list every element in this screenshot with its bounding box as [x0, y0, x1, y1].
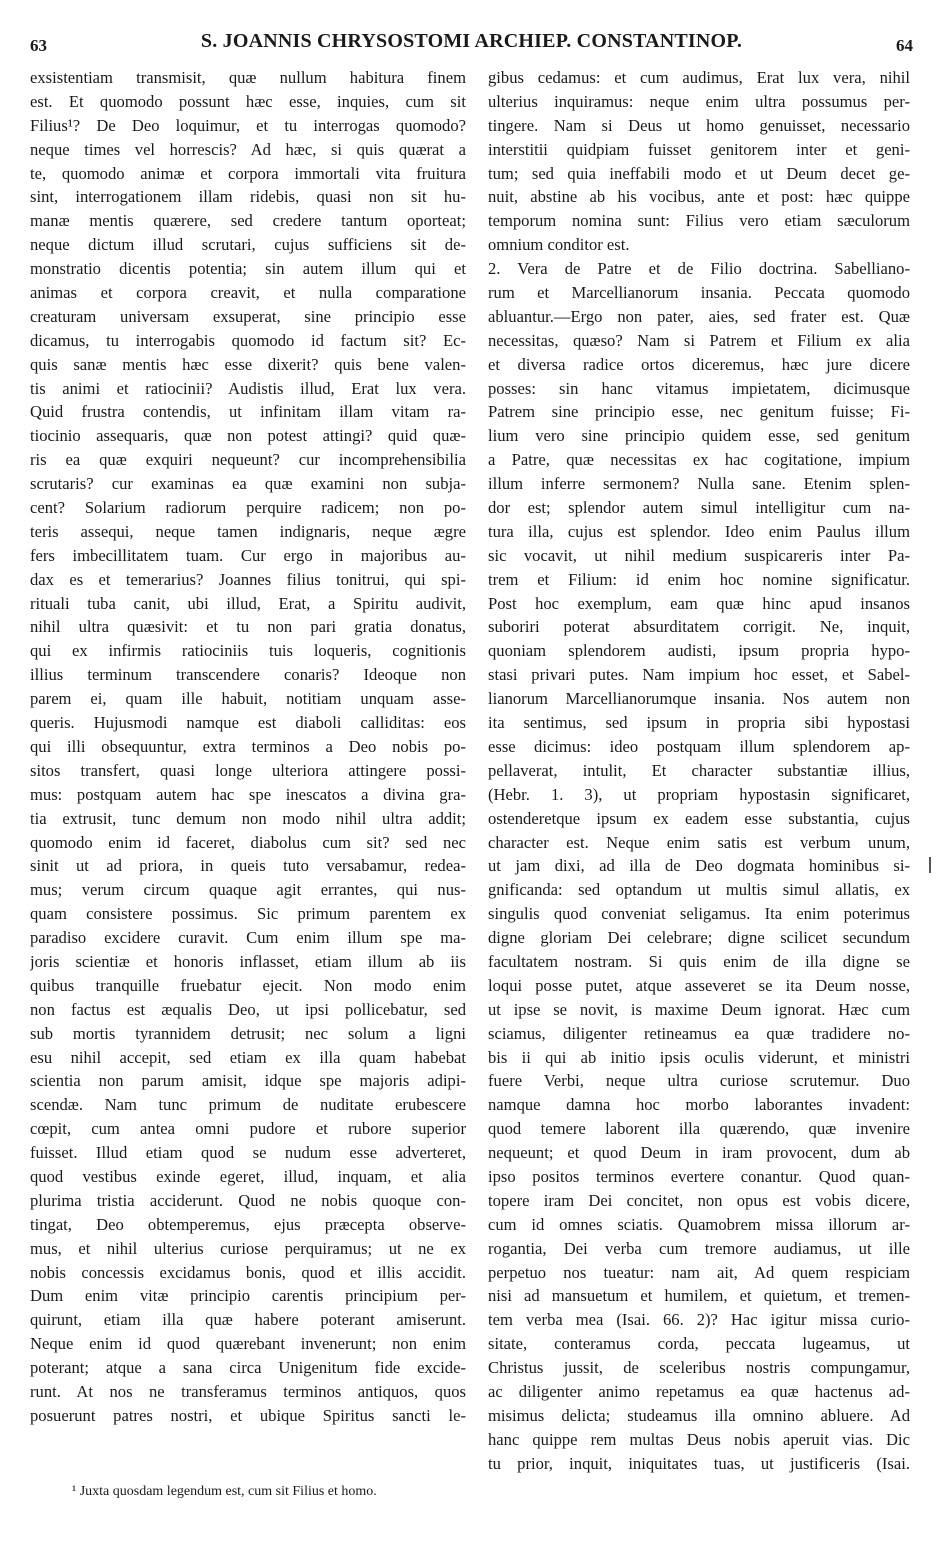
text-line: tu prior, inquit, iniquitates tuas, ut justificeris (Isai.: [488, 1453, 910, 1473]
text-line: cum id omnes sciatis. Quamobrem missa illorum ar-: [488, 1214, 910, 1234]
text-line: exsistentiam transmisit, quæ nullum habitura finem: [30, 68, 466, 87]
text-line: a Patre, quæ necessitas ex hac cogitatione, impium: [488, 450, 910, 470]
text-line: quoniam splendorem audisti, ipsum propria hypo-: [488, 641, 910, 661]
text-line: fuisset. Illud etiam quod se nudum esse adverteret,: [30, 1143, 466, 1163]
text-line: ulterius inquiramus: neque enim ultra possumus per-: [488, 91, 910, 111]
text-line: dicamus, tu interrogabis quomodo id factum sit? Ec-: [30, 330, 466, 350]
text-line: tis animi et ratiocinii? Audistis illud, Erat lux vera.: [30, 378, 466, 398]
text-line: dor est; splendor autem simul intelligitur cum na-: [488, 498, 910, 518]
text-line: animas et corpora creavit, et nulla comparatione: [30, 283, 466, 303]
text-line: sitos transfert, quasi longe ulteriora attingere possi-: [30, 760, 466, 780]
text-line: rituali tuba canit, ubi illud, Erat, a Spiritu audivit,: [30, 593, 466, 613]
text-line: misimus delicta; studeamus illa omnino abluere. Ad: [488, 1405, 910, 1425]
text-line: Quid frustra contendis, ut infinitam illam vitam ra-: [30, 402, 466, 422]
text-line: Dum enim vitæ principio carentis principium per-: [30, 1286, 466, 1306]
text-line: sinit ut ad priora, in queis tuto versabamur, redea-: [30, 856, 466, 876]
text-line: tingere. Nam si Deus ut homo genuisset, necessario: [488, 115, 910, 135]
text-line: ostenderetque ipsum ex eadem esse substantia, cujus: [488, 808, 910, 828]
left-text-column: [30, 66, 466, 1428]
text-line: trem et Filium: id enim hoc nomine significatur.: [488, 569, 910, 589]
text-line: sciamus, diligenter retineamus ea quæ tradidere no-: [488, 1023, 910, 1043]
text-line: manæ mentis quærere, sed credere tantum oporteat;: [30, 211, 466, 231]
text-line: dax es et temerarius? Joannes filius tonitrui, qui spi-: [30, 569, 466, 589]
text-line: (Hebr. 1. 3), ut propriam hypostasin significaret,: [488, 784, 910, 804]
text-line: namque damna hoc morbo laborantes invadent:: [488, 1095, 910, 1115]
text-line: tingat, Deo obtemperemus, ejus præcepta observe-: [30, 1214, 466, 1234]
text-line: quirunt, etiam illa quæ habere poterant amiserunt.: [30, 1310, 466, 1330]
text-line: sint, interrogationem illam ridebis, quasi non sit hu-: [30, 187, 466, 207]
page-number-right: 64: [896, 36, 913, 55]
text-line: monstratio dicentis potentia; sin autem illum qui et: [30, 259, 466, 279]
text-line: teris assequi, neque tamen indignaris, neque ægre: [30, 521, 466, 541]
text-line: runt. At nos ne transferamus terminos antiquos, quos: [30, 1381, 466, 1401]
text-line: rum et Marcellianorum insania. Peccata quomodo: [488, 283, 910, 303]
text-line: poterant; atque a sana circa Unigenitum fide excide-: [30, 1358, 466, 1378]
text-line: posses: sin hanc vitamus impietatem, dicimusque: [488, 378, 910, 398]
text-line: rogantia, Dei verba cum tremore audiamus, ut ille: [488, 1238, 910, 1258]
text-line: Filius¹? De Deo loquimur, et tu interrogas quomodo?: [30, 115, 466, 135]
text-line: creaturam universam exsuperat, sine principio esse: [30, 306, 466, 326]
text-line: scientia non parum amisit, idque spe majoris adipi-: [30, 1071, 466, 1091]
text-line: lianorum Marcellianorumque insania. Nos autem non: [488, 689, 910, 709]
text-line: tem verba mea (Isai. 66. 2)? Hac igitur missa curio-: [488, 1310, 910, 1330]
text-line: illius terminum transcendere conaris? Ideoque non: [30, 665, 466, 685]
text-line: fers imbecillitatem tuam. Cur ergo in majoribus au-: [30, 545, 466, 565]
text-line: topere iram Dei concitet, non opus est vobis dicere,: [488, 1190, 910, 1210]
text-line: necessitas, quæso? Nam si Patrem et Filium ex alia: [488, 330, 910, 350]
running-title: S. JOANNIS CHRYSOSTOMI ARCHIEP. CONSTANTINOP.: [200, 30, 743, 52]
text-line: paradiso excidere curavit. Cum enim illum spe ma-: [30, 928, 466, 948]
text-line: parem ei, quam ille habuit, notitiam unquam asse-: [30, 689, 466, 709]
text-line: scrutaris? cur examinas ea quæ examini non subja-: [30, 474, 466, 494]
text-line: sub mortis tyrannidem detrusit; nec solum a ligni: [30, 1023, 466, 1043]
text-line: omnium conditor est.: [488, 235, 630, 255]
text-line: loqui posse putet, atque asseveret se ita Deum nosse,: [488, 975, 910, 995]
text-line: ut jam dixi, ad illa de Deo dogmata hominibus si-: [488, 856, 910, 876]
footnote: ¹ Juxta quosdam legendum est, cum sit Filius et homo.: [72, 1484, 377, 1499]
text-line: Post hoc exemplum, eam quæ hinc apud insanos: [488, 593, 910, 613]
text-line: cœpit, cum antea omni pudore et rubore superior: [30, 1119, 466, 1139]
running-header: [30, 30, 913, 60]
text-line: bis ii qui ab initio ipsis oculis viderunt, et ministri: [488, 1047, 910, 1067]
text-line: esse dicimus: ideo postquam illum splendorem ap-: [488, 736, 910, 756]
text-line: stasi privari putes. Nam impium hoc esset, et Sabel-: [488, 665, 910, 685]
text-line: nihil ultra quæsivit: et tu non pari gratia donatus,: [30, 617, 466, 637]
text-line: quam consistere possimus. Sic primum parentem ex: [30, 904, 466, 924]
text-line: et diversa radice ortos diceremus, hæc jure dicere: [488, 354, 910, 374]
text-line: joris scientiæ et honoris inflasset, etiam illum ab iis: [30, 951, 466, 971]
text-line: Neque enim id quod quærebant invenerunt; non enim: [30, 1334, 466, 1354]
text-line: pellaverat, intulit, Et character substantiæ illius,: [488, 760, 910, 780]
text-line: scendæ. Nam tunc primum de nuditate erubescere: [30, 1095, 466, 1115]
text-line: singulis quod conveniat seligamus. Ita enim poterimus: [488, 904, 910, 924]
text-line: nisi ad mansuetum et humilem, et quietum, et tremen-: [488, 1286, 910, 1306]
text-line: gibus cedamus: et cum audimus, Erat lux vera, nihil: [488, 68, 910, 87]
text-line: plurima tristia acciderunt. Quod ne nobis quoque con-: [30, 1190, 466, 1210]
text-line: neque dictum illud scrutari, cujus sufficiens sit de-: [30, 235, 466, 255]
text-line: tura illa, cujus est splendor. Ideo enim Paulus illum: [488, 521, 910, 541]
text-line: digne gloriam Dei celebrare; digne scilicet secundum: [488, 928, 910, 948]
text-line: sitate, conteramus corda, peccata lugeamus, ut: [488, 1334, 910, 1354]
text-line: posuerunt patres nostri, et ubique Spiritus sancti le-: [30, 1405, 466, 1425]
text-line: te, quomodo animæ et corpora immortali vita fruitura: [30, 163, 466, 183]
text-line: quod vestibus exinde egeret, illud, inquam, et alia: [30, 1166, 466, 1186]
text-line: cent? Solarium radiorum perquire radicem; non po-: [30, 498, 466, 518]
text-line: nobis concessis excidamus bonis, quod et illis accidit.: [30, 1262, 466, 1282]
page-number-left: 63: [30, 36, 47, 55]
text-line: interstitii quidpiam fuisset genitorem inter et geni-: [488, 139, 910, 159]
text-line: non factus est æqualis Deo, ut ipsi pollicebatur, sed: [30, 999, 466, 1019]
text-line: mus, et nihil ulterius curiose perquiramus; ut ne ex: [30, 1238, 466, 1258]
text-line: quis sanæ mentis hæc esse dixerit? quis bene valen-: [30, 354, 466, 374]
text-line: quibus tranquille fruebatur ejecit. Non modo enim: [30, 975, 466, 995]
text-line: tiocinio assequaris, quæ non potest attingi? quid quæ-: [30, 426, 466, 446]
text-line: mus: postquam autem hac spe inescatos a divina gra-: [30, 784, 466, 804]
text-line: Christus jussit, de sceleribus nostris compungamur,: [488, 1358, 910, 1378]
text-line: nuit, abstine ab his vocibus, ante et post: hæc quippe: [488, 187, 910, 207]
text-line: nequeunt; et quod Deum in iram provocent, dum ab: [488, 1143, 910, 1163]
text-line: tum; sed quia ineffabili modo et ut Deum decet ge-: [488, 163, 910, 183]
text-line: illum inferre sermonem? Nulla sane. Etenim splen-: [488, 474, 910, 494]
margin-mark: [929, 857, 931, 873]
right-text-column: [488, 66, 910, 1476]
text-line: ac diligenter animo repetamus ea quæ hactenus ad-: [488, 1381, 910, 1401]
text-line: quomodo enim id faceret, diabolus cum sit? sed nec: [30, 832, 466, 852]
text-line: sic vocavit, ut nihil medium suspicareris inter Pa-: [488, 545, 910, 565]
text-line: hanc quippe rem multas Deus nobis aperuit vias. Dic: [488, 1429, 910, 1449]
text-line: ris ea quæ exquiri nequeunt? cur incomprehensibilia: [30, 450, 466, 470]
text-line: character est. Neque enim satis est verbum unum,: [488, 832, 910, 852]
text-line: fuere Verbi, neque ultra curiose scrutemur. Duo: [488, 1071, 910, 1091]
text-line: tia extrusit, tunc demum non modo nihil ultra addit;: [30, 808, 466, 828]
text-line: est. Et quomodo possunt hæc esse, inquies, cum sit: [30, 91, 466, 111]
text-line: quod temere laborent illa quærendo, quæ invenire: [488, 1119, 910, 1139]
text-line: abluantur.—Ergo non pater, aies, sed frater est. Quæ: [488, 306, 910, 326]
text-line: perpetuo nos tueatur: nam ait, Ad quem respiciam: [488, 1262, 910, 1282]
text-line: queris. Hujusmodi namque est diaboli calliditas: eos: [30, 713, 466, 733]
text-line: suboriri poterat absurditatem corrigit. Ne, inquit,: [488, 617, 910, 637]
text-line: mus; verum circum quaque agit errantes, qui nus-: [30, 880, 466, 900]
text-line: lium vero sine principio quidem esse, sed genitum: [488, 426, 910, 446]
text-line: ipso positos terminos evertere conantur. Quod quan-: [488, 1166, 910, 1186]
text-line: neque times vel horrescis? Ad hæc, si quis quærat a: [30, 139, 466, 159]
text-line: ita sentimus, sed ipsum in propria sibi hypostasi: [488, 713, 910, 733]
text-line: qui illi obsequuntur, extra terminos a Deo nobis po-: [30, 736, 466, 756]
text-line: gnificanda: sed optandum ut multis simul allatis, ex: [488, 880, 910, 900]
text-line: temporum nomina sunt: Filius vero etiam sæculorum: [488, 211, 910, 231]
text-line: ut ipse se novit, is maxime Deum ignorat. Hæc cum: [488, 999, 910, 1019]
text-line: qui ex infirmis ratiociniis tuis loqueris, cognitionis: [30, 641, 466, 661]
text-line: Patrem sine principio esse, nec genitum fuisse; Fi-: [488, 402, 910, 422]
text-line: esu nihil accepit, sed etiam ex illa quam habebat: [30, 1047, 466, 1067]
text-line: 2. Vera de Patre et de Filio doctrina. Sabelliano-: [488, 259, 910, 279]
text-line: facultatem nostram. Si quis enim de illa digne se: [488, 951, 910, 971]
